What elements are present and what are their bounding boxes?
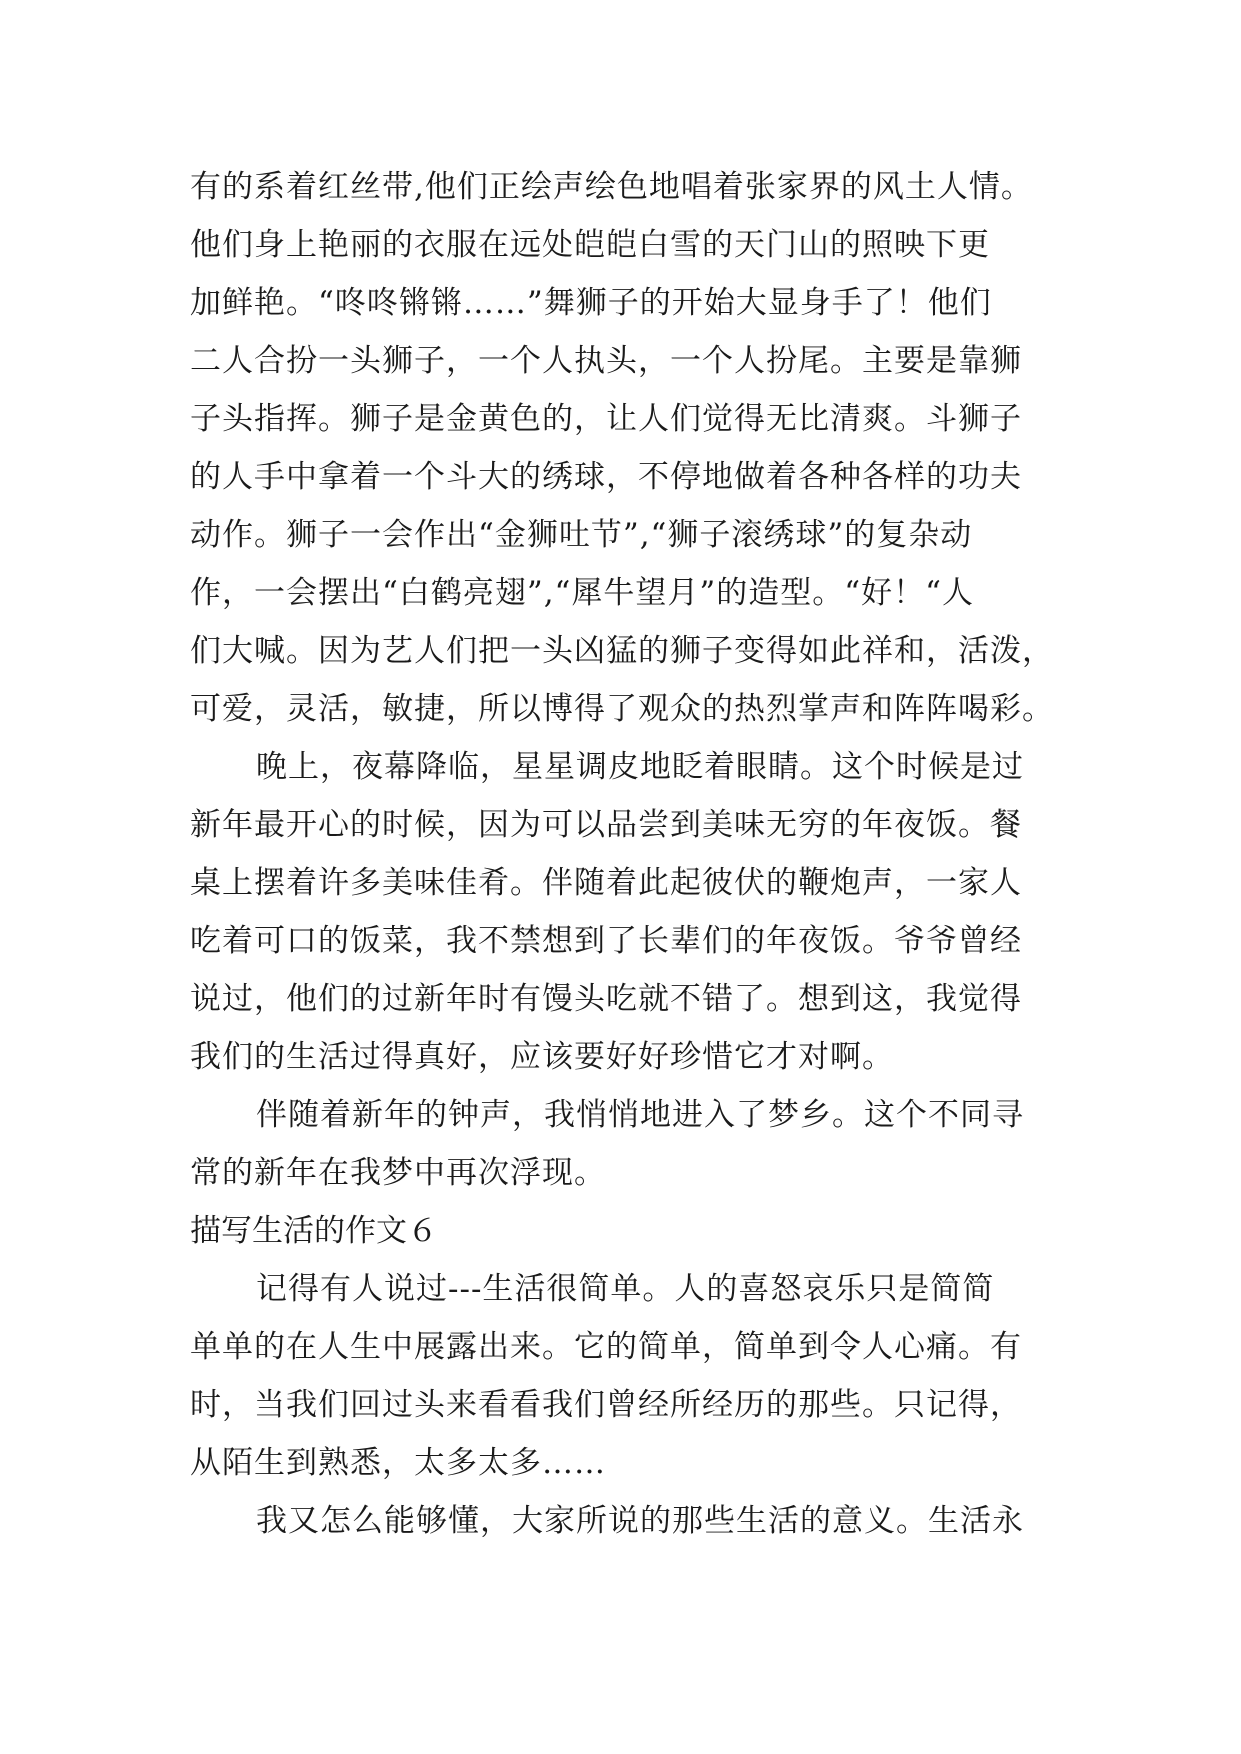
text-line: 作，一会摆出“白鹤亮翅”,“犀牛望月”的造型。“好！“人	[190, 575, 974, 611]
text-line: 他们身上艳丽的衣服在远处皑皑白雪的天门山的照映下更	[190, 227, 990, 263]
paragraph-start-line: 晚上，夜幕降临，星星调皮地眨着眼睛。这个时候是过	[256, 749, 1024, 785]
text-line: 的人手中拿着一个斗大的绣球，不停地做着各种各样的功夫	[190, 459, 1022, 495]
paragraph-start-line: 我又怎么能够懂，大家所说的那些生活的意义。生活永	[256, 1503, 1024, 1539]
body-text	[190, 158, 1090, 1550]
text-line: 单单的在人生中展露出来。它的简单，简单到令人心痛。有	[190, 1329, 1022, 1365]
text-line: 有的系着红丝带,他们正绘声绘色地唱着张家界的风土人情。	[190, 169, 1033, 205]
text-line: 说过，他们的过新年时有馒头吃就不错了。想到这，我觉得	[190, 981, 1022, 1017]
text-line: 二人合扮一头狮子，一个人执头，一个人扮尾。主要是靠狮	[190, 343, 1022, 379]
text-line: 可爱，灵活，敏捷，所以博得了观众的热烈掌声和阵阵喝彩。	[190, 691, 1054, 727]
text-line: 们大喊。因为艺人们把一头凶猛的狮子变得如此祥和，活泼，	[190, 633, 1054, 669]
text-line: 从陌生到熟悉，太多太多……	[190, 1445, 606, 1481]
paragraph-start-line: 伴随着新年的钟声，我悄悄地进入了梦乡。这个不同寻	[256, 1097, 1024, 1133]
text-line: 吃着可口的饭菜，我不禁想到了长辈们的年夜饭。爷爷曾经	[190, 923, 1022, 959]
text-line: 常的新年在我梦中再次浮现。	[190, 1155, 606, 1191]
section-heading: 描写生活的作文６	[190, 1213, 438, 1249]
text-line: 动作。狮子一会作出“金狮吐节”,“狮子滚绣球”的复杂动	[190, 517, 973, 553]
text-line: 我们的生活过得真好，应该要好好珍惜它才对啊。	[190, 1039, 894, 1075]
text-line: 加鲜艳。“咚咚锵锵……”舞狮子的开始大显身手了！他们	[190, 285, 992, 321]
text-line: 桌上摆着许多美味佳肴。伴随着此起彼伏的鞭炮声，一家人	[190, 865, 1022, 901]
text-line: 子头指挥。狮子是金黄色的，让人们觉得无比清爽。斗狮子	[190, 401, 1022, 437]
text-line: 时，当我们回过头来看看我们曾经所经历的那些。只记得，	[190, 1387, 1022, 1423]
paragraph-start-line: 记得有人说过---生活很简单。人的喜怒哀乐只是简简	[256, 1271, 995, 1307]
text-line: 新年最开心的时候，因为可以品尝到美味无穷的年夜饭。餐	[190, 807, 1022, 843]
